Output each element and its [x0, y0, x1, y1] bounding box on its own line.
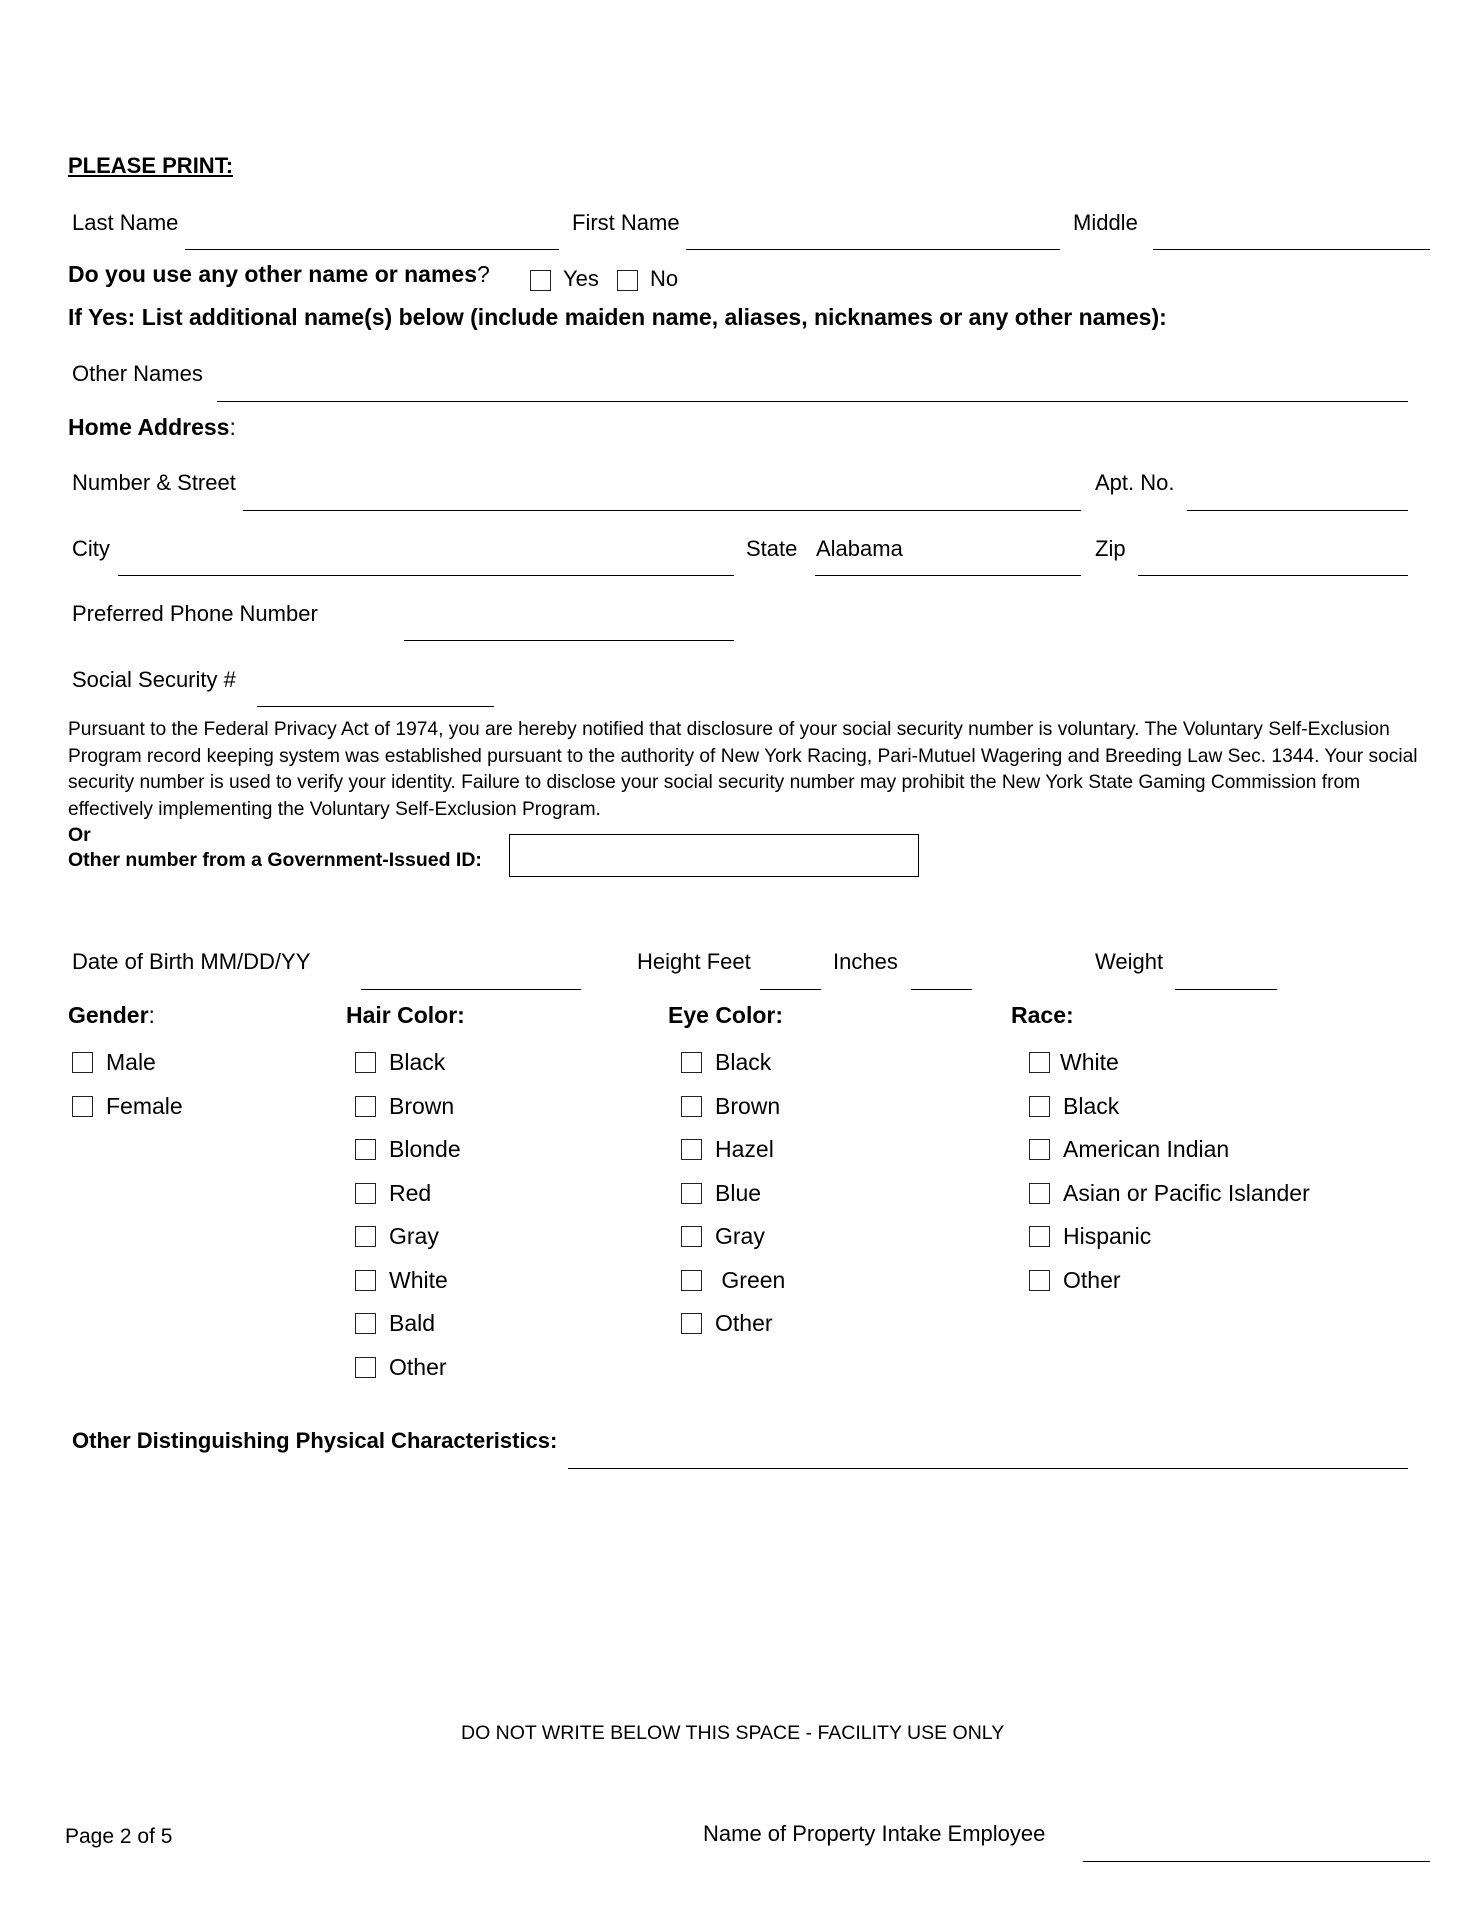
option-label: Brown: [389, 1093, 455, 1119]
race-heading: Race:: [1011, 1002, 1074, 1028]
middle-name-label: Middle: [1073, 210, 1138, 235]
checkbox[interactable]: [1029, 1096, 1050, 1117]
checkbox[interactable]: [681, 1052, 702, 1073]
checkbox[interactable]: [681, 1096, 702, 1117]
street-field[interactable]: [243, 510, 1081, 511]
option-label: Black: [389, 1049, 446, 1075]
facility-use-notice: DO NOT WRITE BELOW THIS SPACE - FACILITY USE ONLY: [461, 1722, 1005, 1744]
or-label: Or: [68, 824, 91, 846]
option-label: Gray: [389, 1223, 439, 1249]
height-feet-label: Height Feet: [637, 949, 751, 974]
checkbox[interactable]: [355, 1226, 376, 1247]
option-label: Green: [715, 1267, 786, 1293]
checkbox[interactable]: [355, 1183, 376, 1204]
other-names-question: Do you use any other name or names?: [68, 261, 490, 287]
eye-color-heading: Eye Color:: [668, 1002, 784, 1028]
checkbox[interactable]: [72, 1052, 93, 1073]
state-field[interactable]: [815, 575, 1081, 576]
last-name-field[interactable]: [185, 249, 559, 250]
checkbox[interactable]: [1029, 1139, 1050, 1160]
privacy-notice: Pursuant to the Federal Privacy Act of 1974, you are hereby notified that disclosure of your social security number is voluntary. The Voluntary Self-Exclusion Program record keeping system was established pursuant to the authority of New York Racing, Pari-Mutuel Wagering and Breeding Law Sec. 1344. Your social security number is used to verify your identity. Failure to disclose your social security number may prohibit the New York State Gaming Commission from effectively implementing the Voluntary Self-Exclusion Program.: [68, 719, 1418, 820]
other-names-field[interactable]: [217, 401, 1408, 402]
option-label: Hispanic: [1063, 1223, 1152, 1249]
zip-field[interactable]: [1138, 575, 1408, 576]
option-label: Other: [1063, 1267, 1121, 1293]
inches-label: Inches: [833, 949, 898, 974]
option-label: Red: [389, 1180, 432, 1206]
option-label: Blue: [715, 1180, 762, 1206]
dob-field[interactable]: [361, 989, 581, 990]
option-label: Female: [106, 1093, 183, 1119]
checkbox[interactable]: [355, 1357, 376, 1378]
home-address-heading: Home Address:: [68, 414, 236, 440]
state-value[interactable]: Alabama: [816, 536, 903, 561]
option-label: Brown: [715, 1093, 781, 1119]
distinguishing-label: Other Distinguishing Physical Characteristics:: [72, 1428, 558, 1453]
height-feet-field[interactable]: [760, 989, 821, 990]
option-label: White: [389, 1267, 448, 1293]
checkbox[interactable]: [1029, 1052, 1050, 1073]
checkbox[interactable]: [355, 1052, 376, 1073]
city-field[interactable]: [118, 575, 734, 576]
ssn-field[interactable]: [257, 706, 494, 707]
option-label: Male: [106, 1049, 156, 1075]
intake-employee-field[interactable]: [1083, 1861, 1430, 1862]
page-heading: PLEASE PRINT:: [68, 153, 234, 178]
dob-label: Date of Birth MM/DD/YY: [72, 949, 311, 974]
checkbox[interactable]: [1029, 1270, 1050, 1291]
intake-employee-label: Name of Property Intake Employee: [703, 1821, 1046, 1846]
option-label: Gray: [715, 1223, 765, 1249]
middle-name-field[interactable]: [1153, 249, 1430, 250]
distinguishing-field[interactable]: [568, 1468, 1408, 1469]
checkbox[interactable]: [355, 1270, 376, 1291]
page-number: Page 2 of 5: [65, 1825, 173, 1848]
option-label: Bald: [389, 1310, 436, 1336]
state-label: State: [746, 536, 798, 561]
checkbox[interactable]: [681, 1139, 702, 1160]
inches-field[interactable]: [911, 989, 972, 990]
yes-label: Yes: [563, 266, 599, 291]
option-label: Hazel: [715, 1136, 774, 1162]
zip-label: Zip: [1095, 536, 1126, 561]
checkbox[interactable]: [1029, 1226, 1050, 1247]
last-name-label: Last Name: [72, 210, 179, 235]
option-label: Black: [715, 1049, 772, 1075]
checkbox[interactable]: [681, 1270, 702, 1291]
other-names-yes-checkbox[interactable]: [530, 270, 551, 291]
city-label: City: [72, 536, 110, 561]
checkbox[interactable]: [355, 1096, 376, 1117]
other-names-label: Other Names: [72, 361, 203, 386]
option-label: Black: [1063, 1093, 1120, 1119]
checkbox[interactable]: [681, 1313, 702, 1334]
checkbox[interactable]: [1029, 1183, 1050, 1204]
first-name-label: First Name: [572, 210, 680, 235]
no-label: No: [650, 266, 679, 291]
checkbox[interactable]: [681, 1226, 702, 1247]
apt-label: Apt. No.: [1095, 470, 1175, 495]
option-label: Other: [715, 1310, 773, 1336]
option-label: Other: [389, 1354, 447, 1380]
other-names-no-checkbox[interactable]: [617, 270, 638, 291]
checkbox[interactable]: [681, 1183, 702, 1204]
option-label: American Indian: [1063, 1136, 1230, 1162]
gov-id-input[interactable]: [509, 834, 919, 877]
ssn-label: Social Security #: [72, 667, 236, 692]
street-label: Number & Street: [72, 470, 236, 495]
weight-field[interactable]: [1175, 989, 1277, 990]
hair-color-heading: Hair Color:: [346, 1002, 465, 1028]
phone-label: Preferred Phone Number: [72, 601, 318, 626]
weight-label: Weight: [1095, 949, 1164, 974]
gov-id-label: Other number from a Government-Issued ID:: [68, 849, 482, 871]
option-label: Blonde: [389, 1136, 461, 1162]
option-label: White: [1060, 1049, 1119, 1075]
apt-field[interactable]: [1187, 510, 1408, 511]
checkbox[interactable]: [355, 1139, 376, 1160]
option-label: Asian or Pacific Islander: [1063, 1180, 1310, 1206]
phone-field[interactable]: [404, 640, 734, 641]
first-name-field[interactable]: [686, 249, 1060, 250]
checkbox[interactable]: [355, 1313, 376, 1334]
gender-heading: Gender:: [68, 1002, 155, 1028]
if-yes-instruction: If Yes: List additional name(s) below (include maiden name, aliases, nicknames or any other names):: [68, 304, 1167, 330]
checkbox[interactable]: [72, 1096, 93, 1117]
